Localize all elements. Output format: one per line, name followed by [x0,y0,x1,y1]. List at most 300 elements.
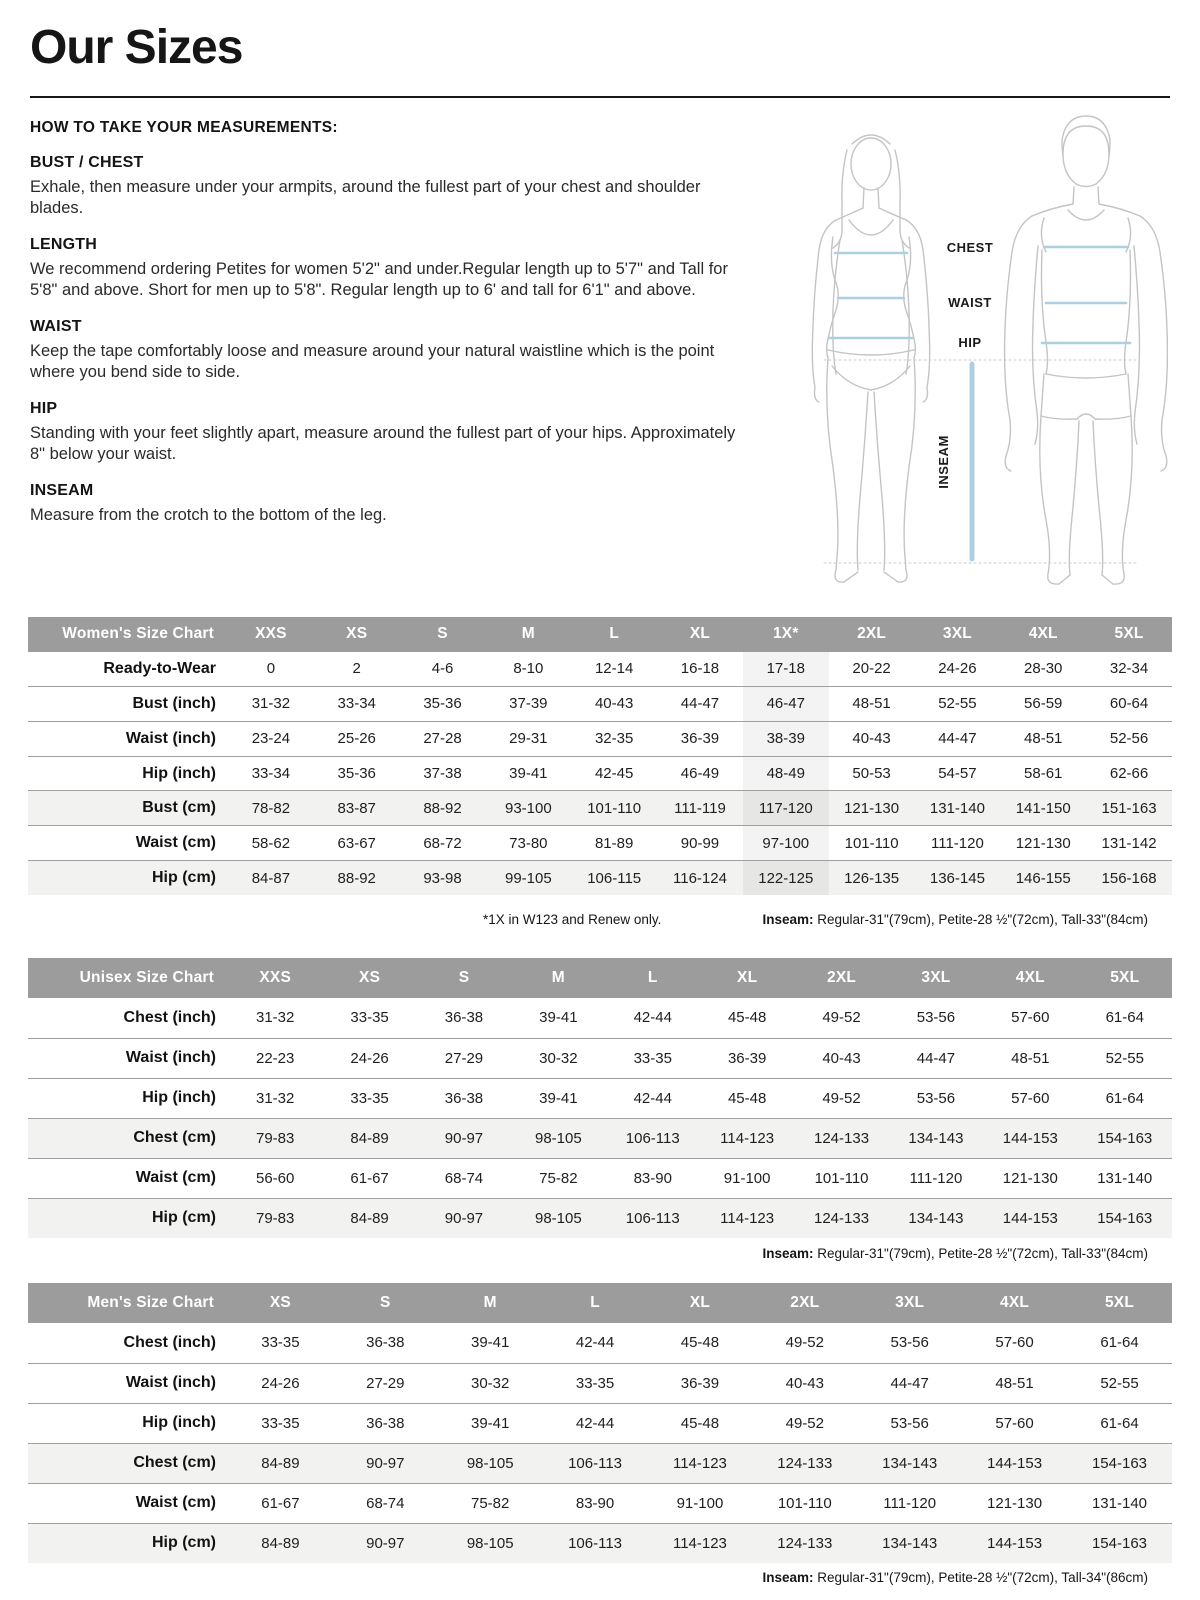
table-row [28,861,1172,896]
size-cell: 90-99 [657,826,743,861]
size-cell: 33-35 [543,1363,648,1403]
size-cell: 52-55 [1078,1038,1172,1078]
table-row [28,1523,1172,1563]
table-row [28,1403,1172,1443]
size-cell: 33-35 [322,1078,416,1118]
size-cell: 39-41 [438,1403,543,1443]
size-cell: 42-44 [543,1403,648,1443]
size-column-header: 3XL [857,1283,962,1323]
table-header-row [28,617,1172,652]
size-cell: 124-133 [794,1198,888,1238]
table-row [28,756,1172,791]
size-cell: 101-110 [571,791,657,826]
size-column-header: 2XL [752,1283,857,1323]
how-to-heading: HOW TO TAKE YOUR MEASUREMENTS: [30,119,338,136]
size-cell: 131-140 [1078,1158,1172,1198]
size-cell: 121-130 [983,1158,1077,1198]
size-column-header: S [417,958,511,998]
size-cell: 40-43 [794,1038,888,1078]
size-cell: 36-38 [417,1078,511,1118]
section-body: Measure from the crotch to the bottom of the leg. [30,506,387,524]
size-column-header: S [400,617,486,652]
size-cell: 136-145 [915,861,1001,896]
section-inseam [30,482,754,526]
size-cell: 79-83 [228,1118,322,1158]
size-cell: 121-130 [1000,826,1086,861]
size-column-header: M [485,617,571,652]
row-label: Chest (inch) [123,1333,216,1351]
row-label: Ready-to-Wear [103,659,216,677]
size-cell: 4-6 [431,660,454,678]
section-body: Exhale, then measure under your armpits, around the fullest part of your chest and shoulder blades. [30,178,701,217]
size-cell: 68-72 [400,826,486,861]
footnote-1x: *1X in W123 and Renew only. [483,912,662,927]
size-cell: 61-64 [1100,1334,1139,1352]
size-cell: 151-163 [1086,791,1172,826]
size-cell: 114-123 [648,1443,753,1483]
man-outline [1005,116,1168,584]
size-cell: 58-61 [1000,756,1086,791]
size-cell: 117-120 [743,791,829,826]
size-cell: 91-100 [700,1158,794,1198]
size-cell: 49-52 [794,1078,888,1118]
womens-table-footnotes [28,912,1148,927]
size-cell: 46-49 [657,756,743,791]
unisex-table-footnote [28,1246,1148,1261]
size-cell: 68-74 [417,1158,511,1198]
size-cell: 49-52 [785,1334,824,1352]
size-cell: 156-168 [1086,861,1172,896]
section-length [30,236,754,301]
size-cell: 98-105 [438,1443,543,1483]
size-cell: 134-143 [889,1118,983,1158]
section-heading: HIP [30,400,58,417]
size-cell: 33-35 [606,1038,700,1078]
size-cell: 53-56 [916,1009,956,1027]
table-row [28,687,1172,722]
size-cell: 36-39 [648,1363,753,1403]
size-column-header: L [571,617,657,652]
section-hip [30,400,754,465]
table-row [28,1323,1172,1363]
size-cell: 37-39 [485,687,571,722]
size-cell: 33-34 [314,687,400,722]
size-cell: 33-35 [261,1334,300,1352]
hip-label: HIP [958,335,982,350]
size-cell: 32-34 [1109,660,1149,678]
size-cell: 106-115 [571,861,657,896]
size-cell: 35-36 [314,756,400,791]
size-cell: 49-52 [822,1009,861,1027]
size-cell: 33-34 [228,756,314,791]
size-cell: 25-26 [314,721,400,756]
row-label: Waist (cm) [28,1158,228,1198]
size-cell: 106-113 [543,1523,648,1563]
size-cell: 31-32 [228,687,314,722]
row-label: Waist (inch) [28,721,228,756]
table-title: Men's Size Chart [28,1283,228,1323]
mens-size-chart [28,1283,1172,1563]
size-column-header: 3XL [889,958,983,998]
size-column-header: XS [228,1283,333,1323]
size-cell: 27-29 [333,1363,438,1403]
row-label: Chest (cm) [28,1443,228,1483]
section-body: Standing with your feet slightly apart, measure around the fullest part of your hips. Approximately 8" below your waist. [30,424,736,463]
size-column-header: XS [322,958,416,998]
size-column-header: 5XL [1067,1283,1172,1323]
size-cell: 90-97 [333,1443,438,1483]
waist-label: WAIST [948,295,992,310]
size-column-header: XXS [228,958,322,998]
size-cell: 24-26 [322,1038,416,1078]
size-column-header: 5XL [1086,617,1172,652]
size-cell: 61-67 [322,1158,416,1198]
size-cell: 44-47 [657,687,743,722]
size-cell: 52-56 [1086,721,1172,756]
size-cell: 84-87 [228,861,314,896]
size-column-header: M [438,1283,543,1323]
size-cell: 28-30 [1024,660,1063,678]
size-cell: 134-143 [857,1443,962,1483]
size-cell: 88-92 [400,791,486,826]
size-column-header: M [511,958,605,998]
size-cell: 83-87 [314,791,400,826]
size-cell: 134-143 [857,1523,962,1563]
size-cell: 106-113 [606,1198,700,1238]
row-label: Hip (cm) [28,1523,228,1563]
row-label: Hip (inch) [28,756,228,791]
row-label: Chest (cm) [28,1118,228,1158]
table-row [28,1078,1172,1118]
size-cell: 97-100 [743,826,829,861]
size-cell: 121-130 [962,1483,1067,1523]
size-cell: 73-80 [485,826,571,861]
section-heading: BUST / CHEST [30,154,144,171]
size-cell: 30-32 [511,1038,605,1078]
size-cell: 36-39 [700,1038,794,1078]
size-cell: 98-105 [438,1523,543,1563]
table-row [28,1198,1172,1238]
size-cell: 45-48 [727,1009,767,1027]
size-cell: 98-105 [511,1118,605,1158]
chest-label: CHEST [946,240,994,255]
row-label: Hip (inch) [28,1078,228,1118]
size-cell: 40-43 [571,687,657,722]
size-cell: 146-155 [1000,861,1086,896]
section-heading: INSEAM [30,482,94,499]
row-label: Waist (inch) [28,1363,228,1403]
size-cell: 45-48 [648,1403,753,1443]
size-cell: 60-64 [1086,687,1172,722]
size-cell: 154-163 [1078,1198,1172,1238]
size-cell: 114-123 [700,1198,794,1238]
page-title: Our Sizes [30,21,243,74]
size-cell: 84-89 [228,1443,333,1483]
table-row [28,1118,1172,1158]
size-cell: 141-150 [1000,791,1086,826]
size-cell: 40-43 [752,1363,857,1403]
footnote-inseam: Inseam: Regular-31"(79cm), Petite-28 ½"(72cm), Tall-33"(84cm) [762,912,1148,927]
size-cell: 35-36 [400,687,486,722]
size-column-header: L [543,1283,648,1323]
size-cell: 106-113 [606,1118,700,1158]
size-cell: 33-35 [350,1009,389,1027]
size-cell: 42-45 [571,756,657,791]
size-cell: 31-32 [228,1078,322,1118]
size-cell: 44-47 [857,1363,962,1403]
size-cell: 0 [266,660,276,678]
size-cell: 48-49 [743,756,829,791]
table-row [28,1038,1172,1078]
size-column-header: S [333,1283,438,1323]
size-cell: 111-120 [889,1158,983,1198]
size-cell: 56-60 [228,1158,322,1198]
size-table [28,617,1172,895]
size-column-header: XS [314,617,400,652]
size-cell: 24-26 [938,660,977,678]
size-cell: 29-31 [485,721,571,756]
size-cell: 75-82 [438,1483,543,1523]
size-cell: 54-57 [915,756,1001,791]
row-label: Hip (cm) [28,1198,228,1238]
size-cell: 93-100 [485,791,571,826]
size-cell: 23-24 [228,721,314,756]
size-cell: 20-22 [852,660,891,678]
row-label: Bust (cm) [28,791,228,826]
size-cell: 84-89 [322,1198,416,1238]
size-column-header: 4XL [962,1283,1067,1323]
size-cell: 56-59 [1000,687,1086,722]
size-cell: 36-38 [366,1334,405,1352]
section-waist [30,318,754,383]
size-cell: 33-35 [228,1403,333,1443]
size-cell: 88-92 [314,861,400,896]
size-cell: 32-35 [571,721,657,756]
row-label: Hip (inch) [28,1403,228,1443]
size-cell: 36-38 [333,1403,438,1443]
size-cell: 131-142 [1086,826,1172,861]
size-cell: 42-44 [606,1078,700,1118]
table-row [28,1363,1172,1403]
size-cell: 36-38 [444,1009,484,1027]
size-cell: 44-47 [889,1038,983,1078]
size-cell: 22-23 [228,1038,322,1078]
size-cell: 68-74 [333,1483,438,1523]
section-bust-chest [30,154,754,219]
size-cell: 126-135 [829,861,915,896]
size-cell: 111-120 [915,826,1001,861]
footnote-inseam: Inseam: Regular-31"(79cm), Petite-28 ½"(72cm), Tall-34"(86cm) [762,1570,1148,1585]
size-cell: 101-110 [794,1158,888,1198]
size-cell: 38-39 [743,721,829,756]
table-header-row [28,1283,1172,1323]
mens-table-footnote [28,1570,1148,1585]
size-cell: 27-28 [400,721,486,756]
size-cell: 17-18 [743,652,829,687]
size-cell: 98-105 [511,1198,605,1238]
size-cell: 46-47 [743,687,829,722]
size-cell: 78-82 [228,791,314,826]
size-cell: 62-66 [1086,756,1172,791]
size-cell: 31-32 [256,1009,295,1027]
size-cell: 44-47 [915,721,1001,756]
size-cell: 121-130 [829,791,915,826]
size-cell: 111-120 [857,1483,962,1523]
size-cell: 63-67 [314,826,400,861]
size-column-header: XL [700,958,794,998]
table-row [28,721,1172,756]
size-cell: 131-140 [1067,1483,1172,1523]
table-row [28,1158,1172,1198]
size-column-header: 2XL [829,617,915,652]
size-cell: 37-38 [400,756,486,791]
size-cell: 83-90 [606,1158,700,1198]
size-cell: 39-41 [471,1334,510,1352]
size-column-header: 1X* [743,617,829,652]
table-header-row [28,958,1172,998]
size-cell: 144-153 [962,1523,1067,1563]
size-cell: 144-153 [983,1118,1077,1158]
size-cell: 30-32 [438,1363,543,1403]
size-cell: 40-43 [829,721,915,756]
size-cell: 42-44 [633,1009,672,1027]
size-cell: 99-105 [485,861,571,896]
measurement-instructions [30,119,754,543]
size-cell: 52-55 [1067,1363,1172,1403]
size-cell: 50-53 [829,756,915,791]
womens-size-chart [28,617,1172,895]
size-cell: 2 [352,660,361,678]
size-table [28,1283,1172,1563]
size-cell: 39-41 [485,756,571,791]
size-column-header: XL [657,617,743,652]
size-cell: 144-153 [983,1198,1077,1238]
size-cell: 61-64 [1105,1009,1144,1027]
size-cell: 101-110 [752,1483,857,1523]
size-table [28,958,1172,1238]
size-cell: 114-123 [648,1523,753,1563]
size-cell: 45-48 [680,1334,720,1352]
table-row [28,1443,1172,1483]
size-cell: 91-100 [648,1483,753,1523]
size-cell: 53-56 [857,1403,962,1443]
size-cell: 84-89 [228,1523,333,1563]
size-cell: 48-51 [829,687,915,722]
size-cell: 52-55 [915,687,1001,722]
size-cell: 49-52 [752,1403,857,1443]
size-cell: 90-97 [417,1118,511,1158]
row-label: Waist (cm) [28,826,228,861]
size-cell: 27-29 [417,1038,511,1078]
size-cell: 90-97 [333,1523,438,1563]
table-row [28,998,1172,1038]
size-cell: 36-39 [657,721,743,756]
table-title: Women's Size Chart [28,617,228,652]
size-cell: 101-110 [829,826,915,861]
size-cell: 24-26 [228,1363,333,1403]
size-column-header: 4XL [1000,617,1086,652]
size-cell: 53-56 [890,1334,929,1352]
size-cell: 48-51 [1000,721,1086,756]
section-heading: LENGTH [30,236,97,253]
size-cell: 154-163 [1067,1523,1172,1563]
section-body: We recommend ordering Petites for women 5'2" and under.Regular length up to 5'7" and Tall for 5'8" and above. Short for men up to 5'8". Regular length up to 6' and tall for 6'1" and above. [30,260,728,299]
row-label: Waist (inch) [28,1038,228,1078]
size-cell: 124-133 [752,1523,857,1563]
title-divider [30,96,1170,98]
section-body: Keep the tape comfortably loose and measure around your natural waistline which is the point where you bend side to side. [30,342,715,381]
table-row [28,791,1172,826]
size-cell: 116-124 [657,861,743,896]
size-cell: 8-10 [513,660,544,678]
row-label: Hip (cm) [28,861,228,896]
size-cell: 122-125 [743,861,829,896]
size-cell: 111-119 [657,791,743,826]
table-row [28,826,1172,861]
row-label: Chest (inch) [123,1008,216,1026]
unisex-size-chart [28,958,1172,1238]
size-cell: 134-143 [889,1198,983,1238]
size-column-header: 3XL [915,617,1001,652]
size-cell: 90-97 [417,1198,511,1238]
size-cell: 93-98 [400,861,486,896]
size-column-header: XL [648,1283,753,1323]
footnote-inseam: Inseam: Regular-31"(79cm), Petite-28 ½"(72cm), Tall-33"(84cm) [762,1246,1148,1261]
size-cell: 58-62 [228,826,314,861]
size-column-header: 2XL [794,958,888,998]
table-row [28,652,1172,687]
size-cell: 154-163 [1078,1118,1172,1158]
size-cell: 16-18 [680,660,720,678]
size-cell: 45-48 [700,1078,794,1118]
size-cell: 12-14 [594,660,634,678]
size-cell: 42-44 [575,1334,615,1352]
size-cell: 57-60 [962,1403,1067,1443]
table-title: Unisex Size Chart [28,958,228,998]
size-column-header: XXS [228,617,314,652]
size-cell: 79-83 [228,1198,322,1238]
body-measurement-figure [786,112,1168,590]
size-cell: 61-64 [1078,1078,1172,1118]
size-cell: 61-64 [1067,1403,1172,1443]
size-cell: 81-89 [571,826,657,861]
row-label: Waist (cm) [28,1483,228,1523]
size-cell: 48-51 [962,1363,1067,1403]
size-cell: 57-60 [983,1078,1077,1118]
size-cell: 84-89 [322,1118,416,1158]
size-cell: 39-41 [539,1009,578,1027]
size-cell: 144-153 [962,1443,1067,1483]
table-row [28,1483,1172,1523]
size-cell: 154-163 [1067,1443,1172,1483]
size-cell: 124-133 [752,1443,857,1483]
inseam-label: INSEAM [936,435,951,489]
size-cell: 106-113 [543,1443,648,1483]
size-cell: 83-90 [543,1483,648,1523]
size-cell: 61-67 [228,1483,333,1523]
size-cell: 57-60 [995,1334,1034,1352]
size-column-header: 4XL [983,958,1077,998]
woman-outline [812,135,929,582]
size-cell: 53-56 [889,1078,983,1118]
size-column-header: 5XL [1078,958,1172,998]
size-cell: 75-82 [511,1158,605,1198]
section-heading: WAIST [30,318,82,335]
size-cell: 124-133 [794,1118,888,1158]
size-column-header: L [606,958,700,998]
size-cell: 57-60 [1011,1009,1050,1027]
size-cell: 39-41 [511,1078,605,1118]
